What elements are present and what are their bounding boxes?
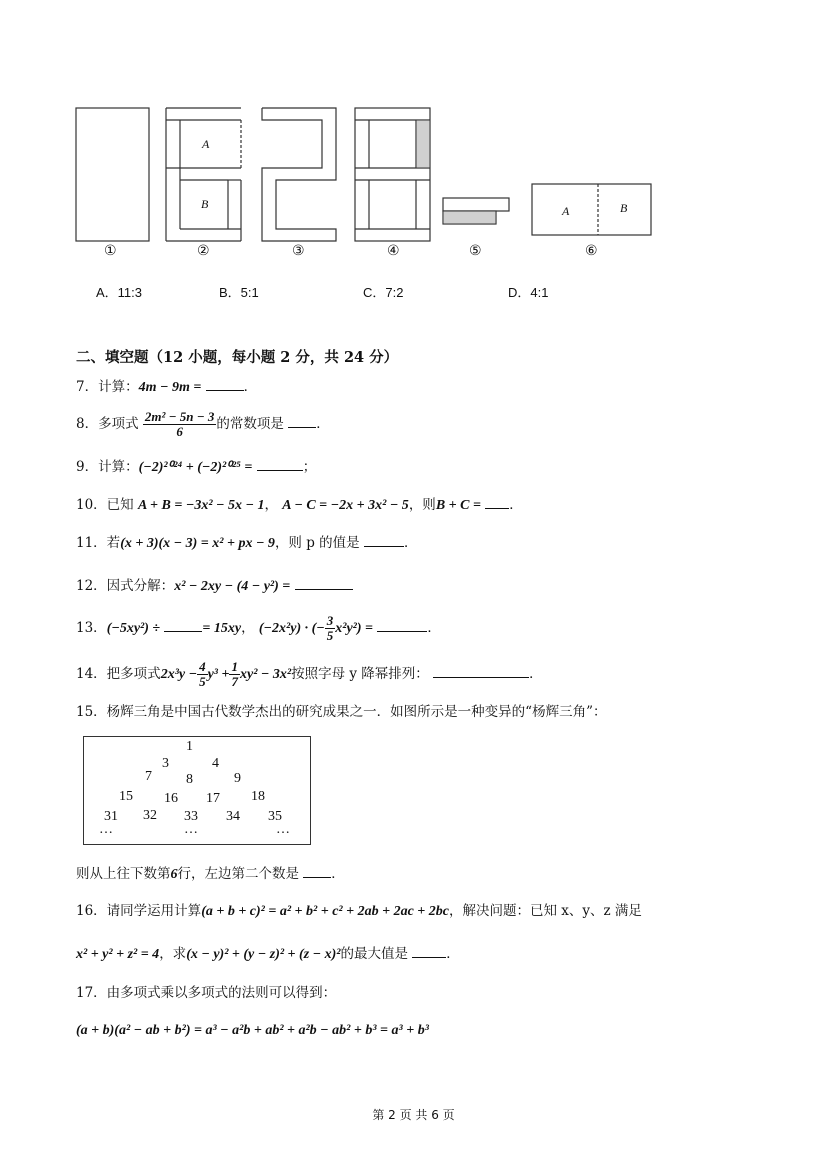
answer-blank-7[interactable] — [206, 378, 244, 391]
triangle-number: 9 — [234, 771, 241, 786]
triangle-number: 16 — [164, 791, 178, 806]
triangle-number: 31 — [104, 809, 118, 824]
choice-b[interactable]: B．5:1 — [219, 285, 259, 300]
figure-label-4: ④ — [387, 243, 400, 259]
question-16-cont: x² + y² + z² = 4，求(x − y)² + (y − z)² + (z − x)²的最大值是 ． — [76, 946, 460, 962]
answer-blank-12[interactable] — [295, 577, 353, 590]
figure-3 — [262, 108, 336, 241]
answer-blank-16[interactable] — [412, 945, 446, 958]
figure-label-6: ⑥ — [585, 243, 598, 259]
fraction-q13: $\frac{3}{5}$ — [326, 613, 334, 643]
triangle-ellipsis: … — [99, 822, 113, 837]
triangle-number: 32 — [143, 808, 157, 823]
question-12: 12．因式分解：x² − 2xy − (4 − y²) = — [76, 577, 353, 596]
question-10: 10．已知 A + B = −3x² − 5x − 1， A − C = −2x + 3x² − 5，则B + C = ． — [76, 497, 523, 513]
answer-blank-8[interactable] — [288, 415, 316, 428]
question-14: 14．把多项式2x³y − $\frac{4}{5}$ y³ + $\frac{1}{7}$ xy² − 3x²按照字母 y 降幂排列： ． — [76, 659, 543, 689]
fraction-q8: $\frac{\text{2m² − 5n − 3}}{6}$ — [144, 409, 215, 439]
question-17-expr: (a + b)(a² − ab + b²) = a³ − a²b + ab² + a²b − ab² + b³ = a³ + b³ — [76, 1023, 429, 1038]
choice-d[interactable]: D．4:1 — [508, 285, 549, 300]
question-7: 7．计算：4m − 9m = ． — [76, 379, 258, 395]
triangle-number: 3 — [162, 756, 169, 771]
fraction-q14a: $\frac{4}{5}$ — [199, 659, 206, 689]
question-13: 13．(−5xy²) ÷ = 15xy， (−2x²y) · (− $\frac{3}{5}$ x²y²) = ． — [76, 613, 441, 643]
figure-2 — [166, 108, 241, 241]
triangle-number: 8 — [186, 772, 193, 787]
triangle-number: 7 — [145, 769, 152, 784]
triangle-ellipsis: … — [276, 822, 290, 837]
figure-2-label-b: B — [201, 197, 209, 211]
figure-label-1: ① — [104, 243, 117, 259]
triangle-number: 35 — [268, 809, 282, 824]
question-16: 16．请同学运用计算(a + b + c)² = a² + b² + c² + 2ab + 2ac + 2bc，解决问题：已知 x、y、z 满足 — [76, 903, 642, 919]
figure-2-label-a: A — [202, 137, 210, 151]
figure-label-5: ⑤ — [469, 243, 482, 259]
answer-blank-13a[interactable] — [164, 619, 202, 632]
answer-blank-10[interactable] — [485, 496, 509, 509]
figure-6-label-b: B — [620, 201, 628, 215]
figure-label-2: ② — [197, 243, 210, 259]
section-title: 二、填空题（12 小题，每小题 2 分，共 24 分） — [76, 349, 399, 366]
answer-blank-11[interactable] — [364, 534, 404, 547]
triangle-number: 18 — [251, 789, 265, 804]
answer-blank-9[interactable] — [257, 458, 303, 471]
answer-blank-13b[interactable] — [377, 619, 427, 632]
triangle-number: 15 — [119, 789, 133, 804]
figure-6-label-a: A — [562, 204, 570, 218]
folding-figures — [70, 105, 660, 245]
triangle-ellipsis: … — [184, 822, 198, 837]
answer-blank-14[interactable] — [433, 665, 529, 678]
fraction-q14b: $\frac{1}{7}$ — [231, 659, 238, 689]
triangle-number: 1 — [186, 739, 193, 754]
figure-label-3: ③ — [292, 243, 305, 259]
choice-a[interactable]: A．11:3 — [96, 285, 143, 300]
question-8: 8．多项式 $\frac{\text{2m² − 5n − 3}}{6}$ 的常数项是 ． — [76, 409, 330, 439]
triangle-number: 33 — [184, 809, 198, 824]
question-9: 9．计算：(−2)²⁰²⁴ + (−2)²⁰²⁵ = ； — [76, 459, 317, 475]
question-15: 15．杨辉三角是中国古代数学杰出的研究成果之一．如图所示是一种变异的“杨辉三角”： — [76, 704, 607, 720]
triangle-number: 17 — [206, 791, 220, 806]
question-15-prompt: 则从上往下数第6行，左边第二个数是 ． — [76, 866, 345, 882]
choice-c[interactable]: C．7:2 — [363, 285, 404, 300]
figure-1-rect — [76, 108, 149, 241]
page-footer: 第 2 页 共 6 页 — [372, 1108, 455, 1122]
figure-6 — [532, 184, 651, 235]
question-11: 11．若(x + 3)(x − 3) = x² + px − 9，则 p 的值是 ． — [76, 535, 418, 551]
triangle-number: 34 — [226, 809, 240, 824]
triangle-number: 4 — [212, 756, 219, 771]
answer-blank-15[interactable] — [303, 865, 331, 878]
question-17: 17．由多项式乘以多项式的法则可以得到： — [76, 985, 337, 1001]
